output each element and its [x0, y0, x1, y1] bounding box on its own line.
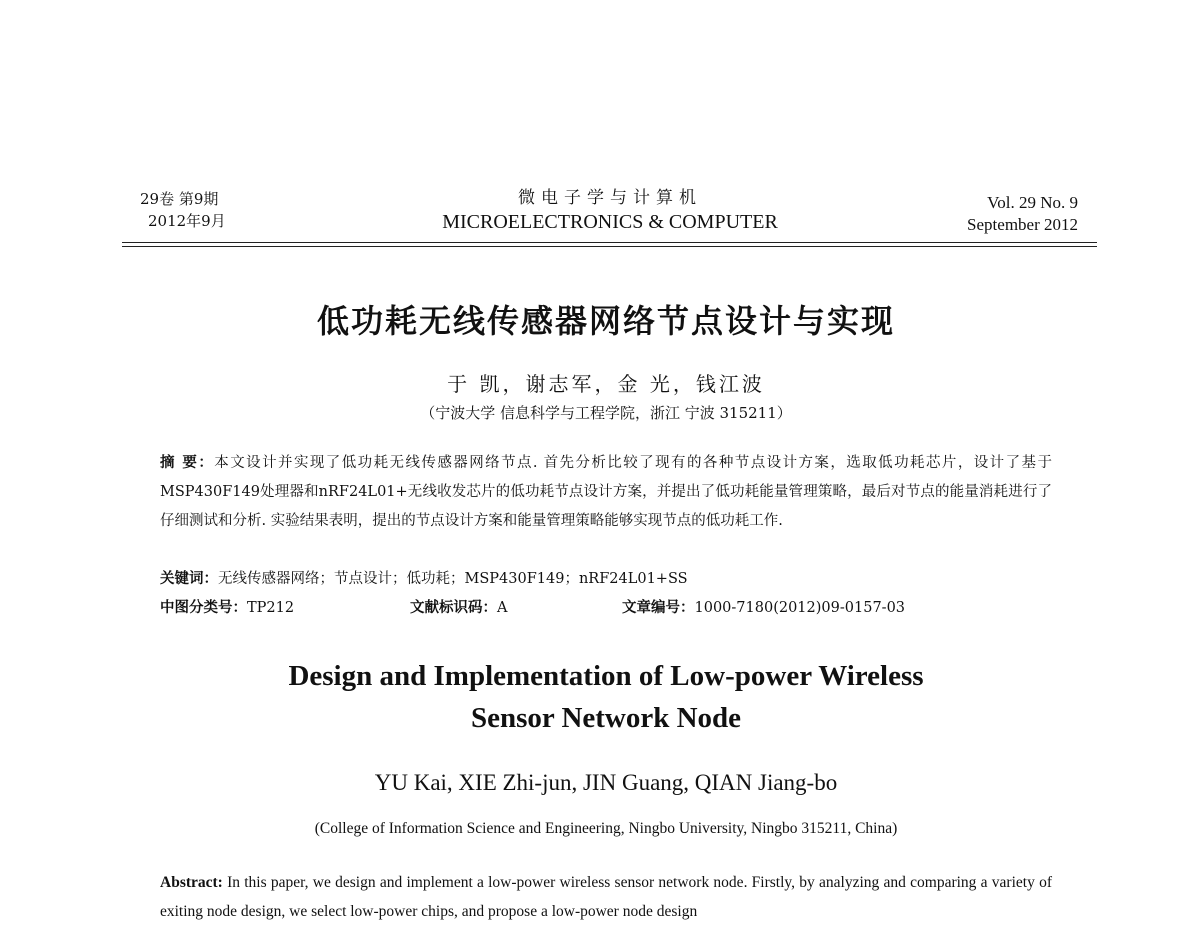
article-number	[622, 594, 905, 622]
document-code-label: 文献标识码：	[410, 600, 497, 616]
issue-info-left	[140, 188, 226, 232]
authors-cn: 于 凯，谢志军，金 光，钱江波	[447, 372, 765, 396]
article-number-label: 文章编号：	[622, 600, 695, 616]
abstract-en-text: In this paper, we design and implement a low-power wireless sensor network node. Firstly, by analyzing and comparing a variety of exiting node design, we select low-power chips, and propose a low-power node design	[160, 874, 1052, 920]
journal-header	[380, 186, 840, 234]
clc-label: 中图分类号：	[160, 600, 247, 616]
clc-number	[160, 594, 294, 622]
paper-title-en-line1: Design and Implementation of Low-power Wireless	[288, 660, 924, 692]
date-en: September 2012	[967, 215, 1078, 234]
document-code	[410, 594, 507, 622]
paper-title-en-line2: Sensor Network Node	[470, 702, 742, 734]
paper-title-en	[0, 655, 1200, 739]
affiliation-en: (College of Information Science and Engineering, Ningbo University, Ningbo 315211, China)	[314, 820, 898, 837]
paper-title-cn: 低功耗无线传感器网络节点设计与实现	[316, 302, 895, 340]
abstract-cn	[160, 449, 1052, 536]
abstract-en-label: Abstract:	[160, 874, 223, 891]
keywords-cn-label: 关键词：	[160, 571, 218, 587]
document-code-value: A	[497, 600, 508, 616]
volume-issue-en: Vol. 29 No. 9	[987, 193, 1078, 212]
journal-name-cn: 微电子学与计算机	[518, 188, 702, 208]
issue-info-right	[967, 192, 1078, 236]
authors-en: YU Kai, XIE Zhi-jun, JIN Guang, QIAN Jiang-bo	[374, 770, 838, 795]
abstract-cn-label: 摘 要：	[160, 455, 215, 471]
journal-name-en: MICROELECTRONICS & COMPUTER	[442, 211, 778, 233]
affiliation-cn: （宁波大学 信息科学与工程学院，浙江 宁波 315211）	[420, 404, 792, 422]
abstract-en	[160, 868, 1052, 926]
article-number-value: 1000-7180(2012)09-0157-03	[694, 600, 906, 616]
clc-value: TP212	[247, 600, 295, 616]
header-rule-bottom	[122, 246, 1097, 247]
date-cn: 2012年9月	[148, 212, 226, 230]
abstract-cn-text: 本文设计并实现了低功耗无线传感器网络节点. 首先分析比较了现有的各种节点设计方案，选取低功耗芯片，设计了基于MSP430F149处理器和nRF24L01+无线收发芯片的低功耗节点设计方案，并提出了低功耗能量管理策略，最后对节点的能量消耗进行了仔细测试和分析. 实验结果表明，提出的节点设计方案和能量管理策略能够实现节点的低功耗工作.	[160, 455, 1052, 529]
keywords-cn	[160, 565, 1052, 593]
header-rule-top	[122, 242, 1097, 243]
keywords-cn-text: 无线传感器网络；节点设计；低功耗；MSP430F149；nRF24L01+SS	[218, 571, 688, 587]
volume-issue-cn: 29卷 第9期	[140, 190, 219, 208]
